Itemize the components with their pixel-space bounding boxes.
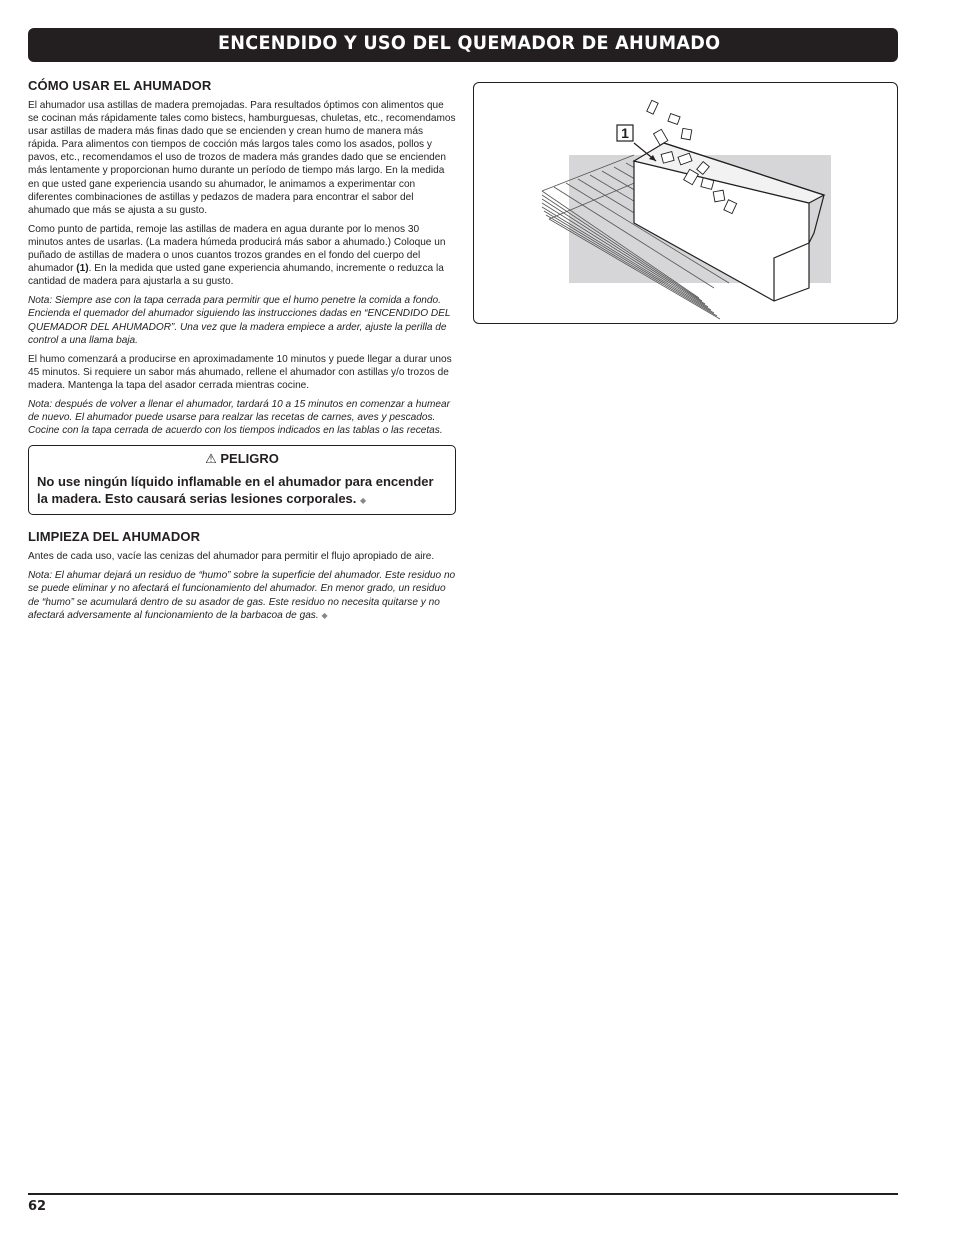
paragraph-starting-point [28,223,456,288]
end-diamond-icon: ◆ [321,610,328,620]
note-lid-closed: Nota: Siempre ase con la tapa cerrada para permitir que el humo penetre la comida a fondo. Encienda el quemador del ahumador siguiendo las instrucciones dadas en “ENCENDIDO DEL QUEMADOR DEL AHUMADOR”. Una vez que la madera empiece a arder, ajuste la perilla de control a una llama baja. [28,295,451,346]
warning-icon: ⚠ [205,451,217,467]
footer-rule [28,1193,898,1195]
note-residue-text: Nota: El ahumar dejará un residuo de “humo” sobre la superficie del ahumador. Este residuo no se puede eliminar y no afectará el funcionamiento del ahumador. En menor grado, un residuo de “humo” se acumulará dentro de su asador de gas. Este residuo no necesita quitarse y no afectará adversamente al funcionamiento de la barbacoa de gas. [28,570,456,621]
danger-title: PELIGRO [220,451,279,467]
callout-number: 1 [621,125,629,141]
danger-box [28,445,456,515]
page-title: ENCENDIDO Y USO DEL QUEMADOR DE AHUMADO [218,33,721,54]
page-number: 62 [28,1199,47,1214]
danger-header [37,451,447,467]
danger-text-block [37,473,447,509]
paragraph-starting-point-a: Como punto de partida, remoje las astillas de madera en agua durante por lo menos 30 minutos antes de usarlas. (La madera húmeda producirá más sabor a ahumado.) Coloque un puñado de astillas de madera o unos cuantos trozos grandes en el fondo del cuerpo del ahumador [28,223,446,275]
paragraph-starting-point-b: . En la medida que usted gane experiencia ahumando, incremente o reduzca la cantidad de madera para ajustarla a su gusto. [28,263,444,288]
end-diamond-icon: ◆ [360,496,367,506]
danger-text: No use ningún líquido inflamable en el ahumador para encender la madera. Esto causará serias lesiones corporales. [37,474,434,507]
paragraph-intro: El ahumador usa astillas de madera premojadas. Para resultados óptimos con alimentos que se cocinan más rápidamente tales como bistecs, hamburguesas, chuletas, etc., recomendamos usar astillas de madera más finas dado que se encienden y crean humo de manera más rápida. Para alimentos con tiempos de cocción más largos tales como los asados, pollos y pavos, etc., recomendamos el uso de trozos de madera más grandes dado que se encienden más lentamente y proporcionan humo durante un período de tiempo más largo. En la medida en que usted gane experiencia usando su ahumador, le animamos a experimentar con diferentes combinaciones de astillas y pedazos de madera para encontrar el sabor del ahumado que más se ajusta a su gusto. [28,100,456,216]
left-column [28,78,456,628]
note-refill: Nota: después de volver a llenar el ahumador, tardará 10 a 15 minutos en comenzar a humear de nuevo. El ahumador puede usarse para realzar las recetas de carnes, aves y pescados. Cocine con la tapa cerrada de acuerdo con los tiempos indicados en las tablas o las recetas. [28,398,450,437]
section-heading-limpieza: LIMPIEZA DEL AHUMADOR [28,529,201,545]
smoker-drawing [474,83,897,323]
paragraph-smoke-duration: El humo comenzará a producirse en aproximadamente 10 minutos y puede llegar a durar unos 45 minutos. Si requiere un sabor más ahumado, rellene el ahumador con astillas y/o trozos de madera. Mantenga la tapa del asador cerrada mientras cocine. [28,353,452,391]
smoker-illustration [473,82,898,324]
note-residue [28,569,456,621]
callout-ref: (1) [76,263,89,275]
paragraph-cleaning: Antes de cada uso, vacíe las cenizas del ahumador para permitir el flujo apropiado de aire. [28,551,435,563]
page-title-bar [28,28,898,62]
section-heading-como-usar: CÓMO USAR EL AHUMADOR [28,78,212,93]
